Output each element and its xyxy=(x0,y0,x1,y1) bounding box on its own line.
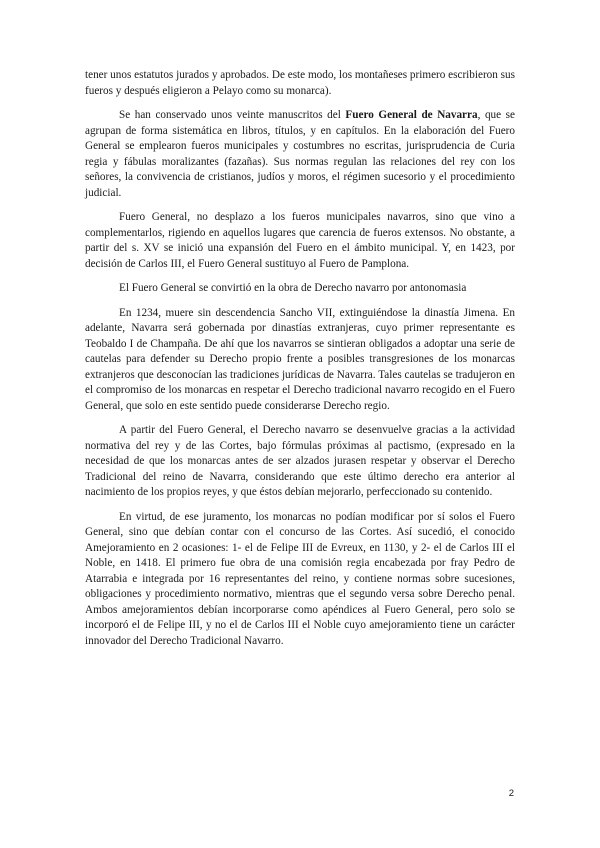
paragraph-municipal-fueros: Fuero General, no desplazo a los fueros municipales navarros, sino que vino a complementarlos, rigiendo en aquellos lugares que carencia de fueros extensos. No obstante, a partir del s. XV se inició una expansión del Fuero en el ámbito municipal. Y, en 1423, por decisión de Carlos III, el Fuero General sustituyo al Fuero de Pamplona. xyxy=(85,211,515,270)
page-number: 2 xyxy=(508,788,514,799)
paragraph-manuscripts xyxy=(85,108,515,201)
paragraph-text: , que se agrupan de forma sistemática en libros, títulos, y en capítulos. En la elaboración del Fuero General se emplearon fueros municipales y costumbres no escritas, jurisprudencia de Curia regia y fábulas moralizantes (fazañas). Sus normas regulan las relaciones del rey con los señores, la convivencia de cristianos, judíos y moros, el régimen sucesorio y el procedimiento judicial. xyxy=(85,109,515,199)
paragraph-antonomasia: El Fuero General se convirtió en la obra de Derecho navarro por antonomasia xyxy=(119,282,467,294)
bold-term-fuero-general: Fuero General de Navarra xyxy=(345,109,478,121)
paragraph-amejoramiento: En virtud, de ese juramento, los monarcas no podían modificar por sí solos el Fuero General, sino que debían contar con el concurso de las Cortes. Así sucedió, el conocido Amejoramiento en 2 ocasiones: 1- el de Felipe III de Evreux, en 1130, y 2- el de Carlos III el Noble, en 1418. El primero fue obra de una comisión regia encabezada por fray Pedro de Atarrabia e integrada por 16 representantes del reino, y contiene normas sobre sucesiones, obligaciones y procedimiento normativo, mientras que el segundo versa sobre Derecho penal. Ambos amejoramientos debían incorporarse como apéndices al Fuero General, pero solo se incorporó el de Felipe III, y no el de Carlos III el Noble cuyo amejoramiento tiene un carácter innovador del Derecho Tradicional Navarro. xyxy=(85,510,515,647)
paragraph-sancho-vii: En 1234, muere sin descendencia Sancho VII, extinguiéndose la dinastía Jimena. En adelante, Navarra será gobernada por dinastías extranjeras, cuyo primer representante es Teobaldo I de Champaña. De ahí que los navarros se sintieran obligados a adoptar una serie de cautelas para defender su Derecho propio frente a posibles transgresiones de los monarcas extranjeros que desconocían las tradiciones jurídicas de Navarra. Tales cautelas se tradujeron en el compromiso de los monarcas en respetar el Derecho tradicional navarro recogido en el Fuero General, que solo en este sentido puede considerarse Derecho regio. xyxy=(85,306,515,412)
document-body xyxy=(85,68,515,649)
paragraph-pactismo: A partir del Fuero General, el Derecho navarro se desenvuelve gracias a la actividad normativa del rey y de las Cortes, bajo fórmulas próximas al pactismo, (expresado en la necesidad de que los monarcas antes de ser alzados jurasen respetar y observar el Derecho Tradicional del reino de Navarra, considerando que este último derecho era anterior al nacimiento de los propios reyes, y que éstos debían mejorarlo, perfeccionado su contenido. xyxy=(85,424,515,498)
paragraph-text: Se han conservado unos veinte manuscritos del xyxy=(119,109,346,121)
paragraph-continuation: tener unos estatutos jurados y aprobados. De este modo, los montañeses primero escribieron sus fueros y después eligieron a Pelayo como su monarca). xyxy=(85,69,515,97)
